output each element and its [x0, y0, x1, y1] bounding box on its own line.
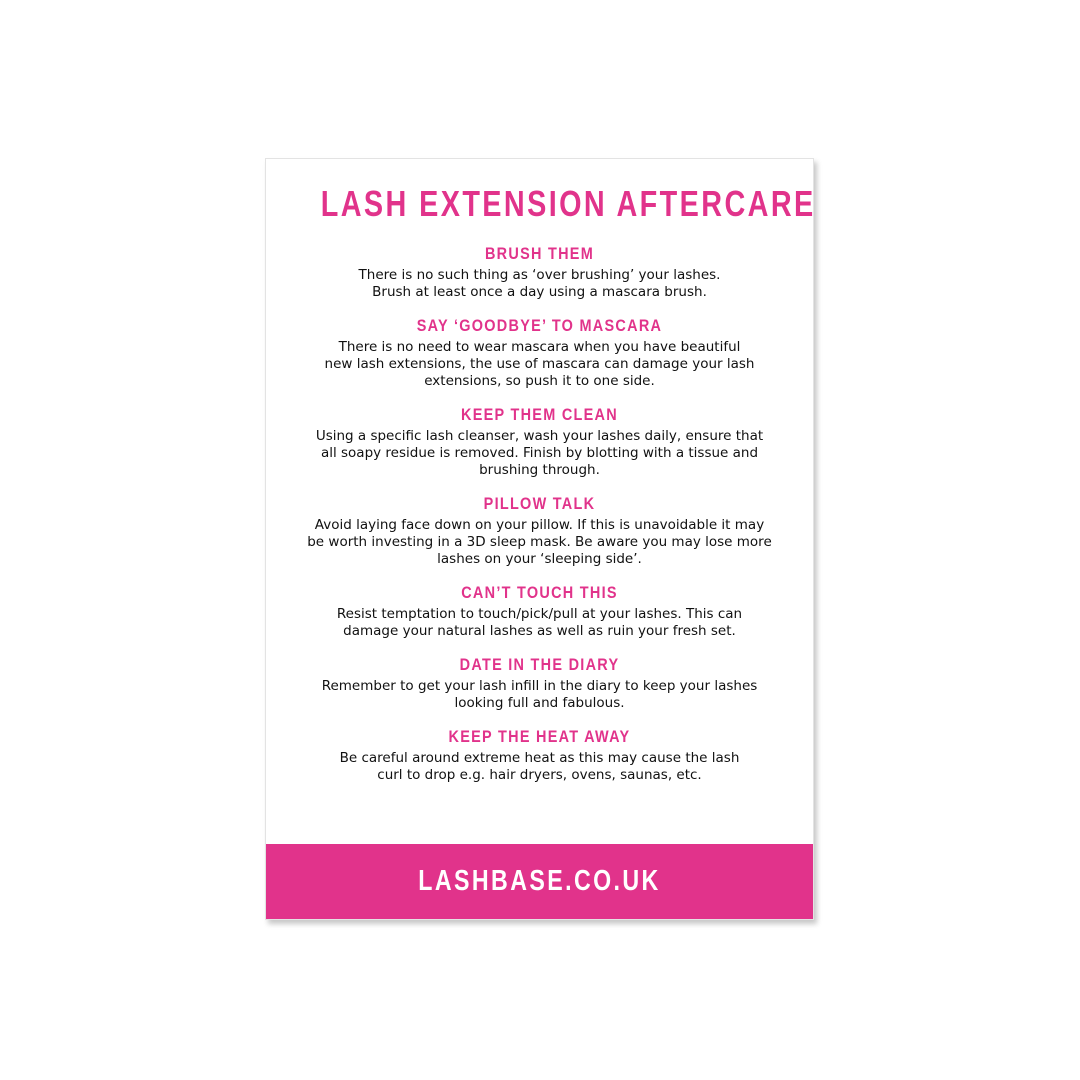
body-line: new lash extensions, the use of mascara can damage your lash [324, 356, 755, 372]
body-line: Remember to get your lash infill in the diary to keep your lashes [321, 678, 758, 694]
body-line: be worth investing in a 3D sleep mask. Be aware you may lose more [307, 534, 772, 550]
section-heading: SAY ‘GOODBYE’ TO MASCARA [416, 316, 663, 335]
aftercare-sections [266, 243, 813, 798]
section-body [266, 678, 813, 712]
aftercare-card [265, 158, 814, 920]
card-title: LASH EXTENSION AFTERCARE [320, 183, 816, 224]
section-body [266, 267, 813, 301]
section-heading: CAN’T TOUCH THIS [461, 583, 618, 602]
section-heading: PILLOW TALK [483, 494, 596, 513]
website-url[interactable]: LASHBASE.CO.UK [418, 865, 661, 897]
section-body [266, 750, 813, 784]
body-line: There is no such thing as ‘over brushing’ your lashes. [358, 267, 721, 283]
section-body [266, 428, 813, 479]
section-keep-them-clean [266, 404, 813, 479]
section-heading: KEEP THEM CLEAN [461, 405, 618, 424]
body-line: all soapy residue is removed. Finish by blotting with a tissue and [320, 445, 759, 461]
footer-banner [266, 844, 813, 919]
section-pillow-talk [266, 493, 813, 568]
body-line: Brush at least once a day using a mascara brush. [372, 284, 707, 300]
section-heading: KEEP THE HEAT AWAY [448, 727, 631, 746]
body-line: looking full and fabulous. [454, 695, 625, 711]
section-body [266, 517, 813, 568]
body-line: extensions, so push it to one side. [424, 373, 655, 389]
section-keep-the-heat-away [266, 726, 813, 784]
body-line: Resist temptation to touch/pick/pull at your lashes. This can [336, 606, 743, 622]
section-goodbye-mascara [266, 315, 813, 390]
body-line: Avoid laying face down on your pillow. If this is unavoidable it may [314, 517, 765, 533]
section-body [266, 339, 813, 390]
section-heading: BRUSH THEM [484, 244, 595, 263]
section-body [266, 606, 813, 640]
body-line: Using a specific lash cleanser, wash your lashes daily, ensure that [315, 428, 764, 444]
section-brush-them [266, 243, 813, 301]
body-line: curl to drop e.g. hair dryers, ovens, saunas, etc. [377, 767, 702, 783]
body-line: brushing through. [479, 462, 600, 478]
body-line: There is no need to wear mascara when you have beautiful [338, 339, 741, 355]
body-line: lashes on your ‘sleeping side’. [437, 551, 642, 567]
section-cant-touch-this [266, 582, 813, 640]
body-line: damage your natural lashes as well as ruin your fresh set. [343, 623, 736, 639]
section-heading: DATE IN THE DIARY [459, 655, 620, 674]
body-line: Be careful around extreme heat as this may cause the lash [339, 750, 740, 766]
section-date-in-the-diary [266, 654, 813, 712]
